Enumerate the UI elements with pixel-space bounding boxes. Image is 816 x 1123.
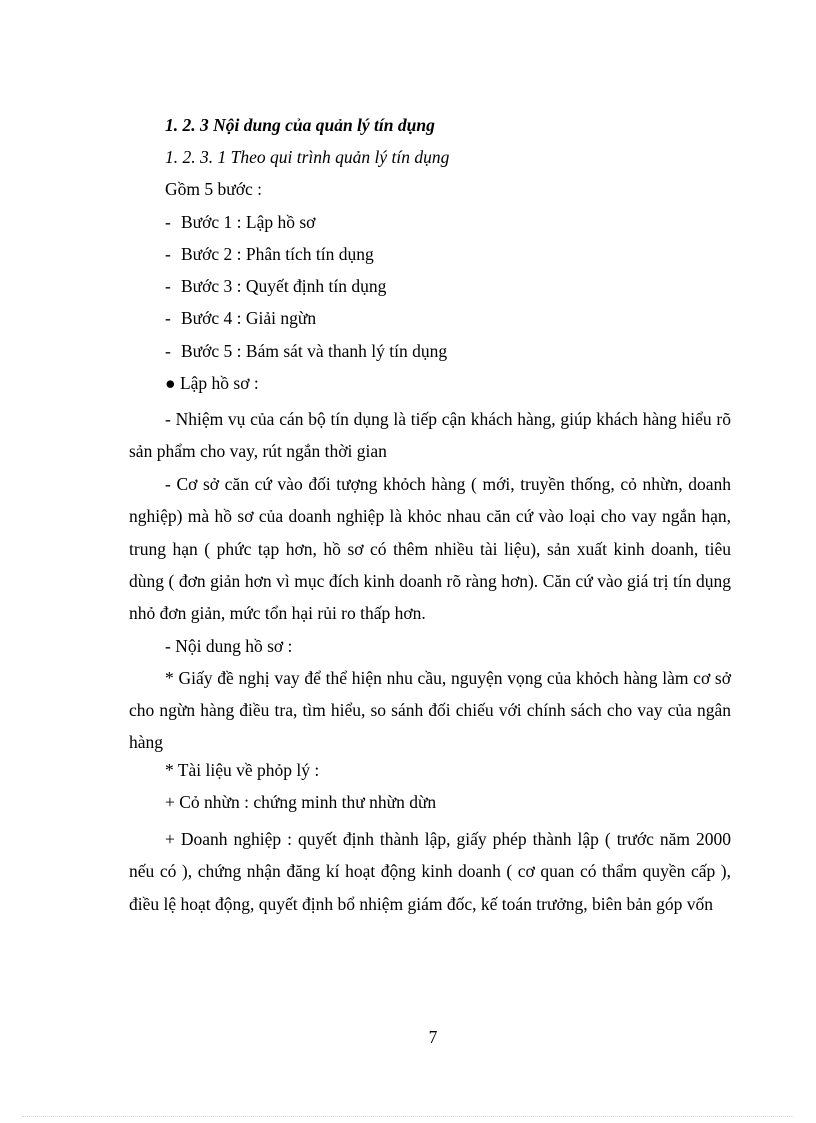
step-text: Bước 4 : Giải ngừn xyxy=(181,308,317,328)
paragraph-request: * Giấy đề nghị vay để thể hiện nhu cầu, nguyện vọng của khỏch hàng làm cơ sở cho ngừn hàng điều tra, tìm hiểu, so sánh đối chiếu với chính sách cho vay của ngân hàng xyxy=(129,668,731,752)
paragraph-task: - Nhiệm vụ của cán bộ tín dụng là tiếp cận khách hàng, giúp khách hàng hiểu rõ sản phẩm cho vay, rút ngắn thời gian xyxy=(129,409,731,461)
step-item: - Bước 3 : Quyết định tín dụng xyxy=(165,276,387,296)
step-item: - Bước 1 : Lập hồ sơ xyxy=(165,212,316,232)
steps-intro: Gồm 5 bước : xyxy=(165,179,262,199)
step-text: Bước 5 : Bám sát và thanh lý tín dụng xyxy=(181,341,448,361)
paragraph-enterprise: + Doanh nghiệp : quyết định thành lập, giấy phép thành lập ( trước năm 2000 nếu có ), chứng nhận đăng kí hoạt động kinh doanh ( cơ quan có thẩm quyền cấp ), điều lệ hoạt động, quyết định bổ nhiệm giám đốc, kế toán trưởng, biên bản góp vốn xyxy=(129,829,731,914)
content-heading: - Nội dung hồ sơ : xyxy=(165,636,293,656)
legal-individual: + Cỏ nhừn : chứng minh thư nhừn dừn xyxy=(165,792,437,812)
step-text: Bước 2 : Phân tích tín dụng xyxy=(181,244,374,264)
subsection-heading: 1. 2. 3. 1 Theo qui trình quản lý tín dụng xyxy=(165,147,450,167)
legal-heading: * Tài liệu về phỏp lý : xyxy=(165,760,320,780)
step-item: - Bước 4 : Giải ngừn xyxy=(165,308,317,328)
section-heading: 1. 2. 3 Nội dung của quản lý tín dụng xyxy=(165,115,435,135)
step-item: - Bước 2 : Phân tích tín dụng xyxy=(165,244,374,264)
page-number: 7 xyxy=(428,1027,438,1047)
paragraph-basis: - Cơ sở căn cứ vào đối tượng khỏch hàng ( mới, truyền thống, cỏ nhừn, doanh nghiệp) mà hồ sơ của doanh nghiệp là khỏc nhau căn cứ vào loại cho vay ngắn hạn, trung hạn ( phức tạp hơn, hồ sơ có thêm nhiều tài liệu), sản xuất kinh doanh, tiêu dùng ( đơn giản hơn vì mục đích kinh doanh rõ ràng hơn). Căn cứ vào giá trị tín dụng nhỏ đơn giản, mức tổn hại rủi ro thấp hơn. xyxy=(129,474,731,624)
page-bottom-border xyxy=(22,1116,794,1117)
step-text: Bước 1 : Lập hồ sơ xyxy=(181,212,316,232)
step-item: - Bước 5 : Bám sát và thanh lý tín dụng xyxy=(165,341,448,361)
bullet-heading: ● Lập hồ sơ : xyxy=(165,373,259,393)
step-text: Bước 3 : Quyết định tín dụng xyxy=(181,276,387,296)
